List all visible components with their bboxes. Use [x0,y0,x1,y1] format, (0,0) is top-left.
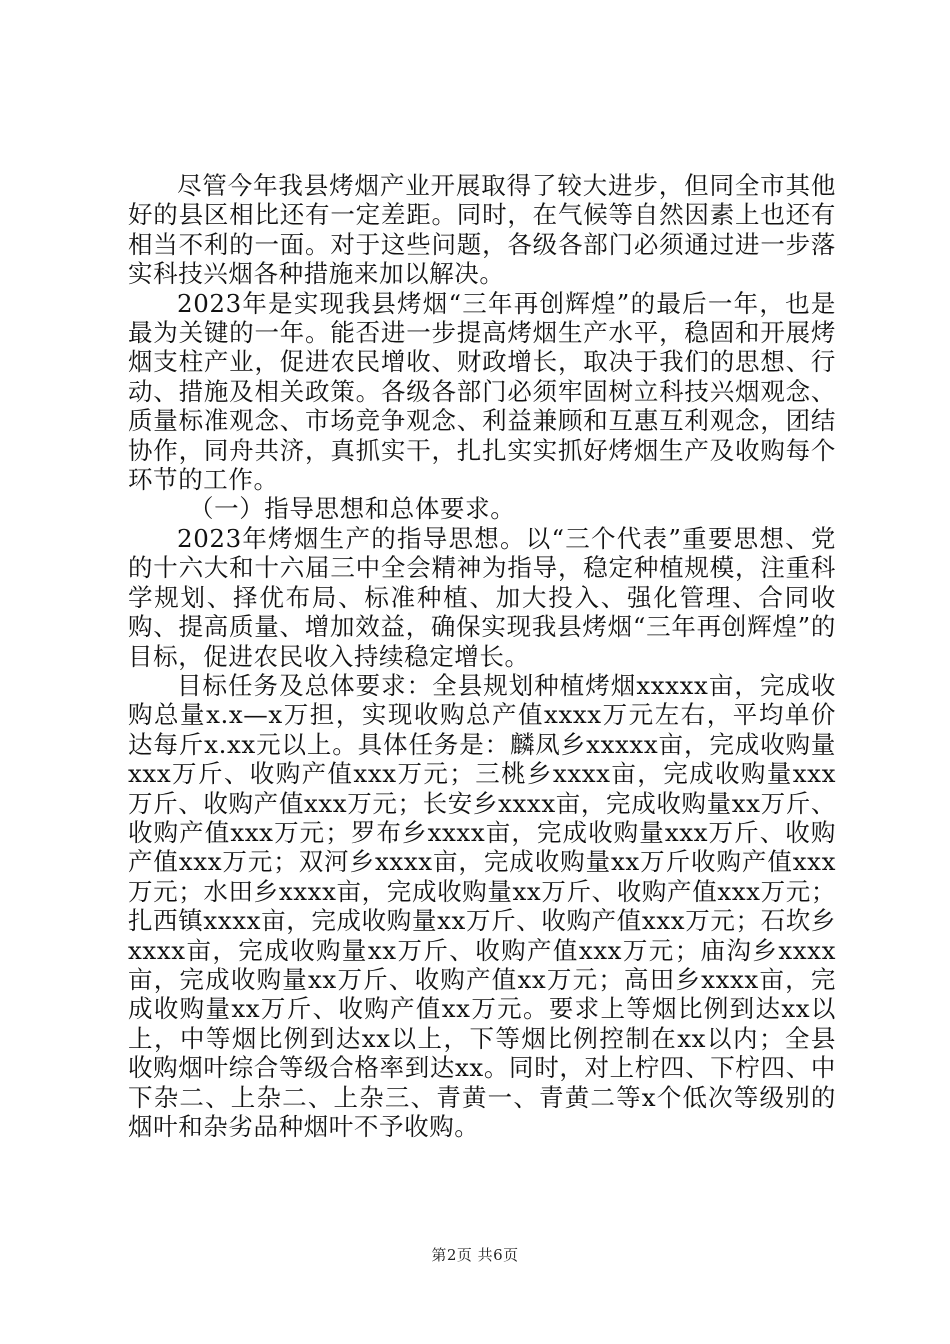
page-number-footer: 第2页 共6页 [431,1246,519,1264]
paragraph: 2023年是实现我县烤烟“三年再创辉煌”的最后一年，也是最为关键的一年。能否进一步提高烤烟生产水平，稳固和开展烤烟支柱产业，促进农民增收、财政增长，取决于我们的思想、行动、措施及相关政策。各级各部门必须牢固树立科技兴烟观念、质量标准观念、市场竞争观念、利益兼顾和互惠互利观念，团结协作，同舟共济，真抓实干，扎扎实实抓好烤烟生产及收购每个环节的工作。 [128,288,836,495]
paragraph: 2023年烤烟生产的指导思想。以“三个代表”重要思想、党的十六大和十六届三中全会精神为指导，稳定种植规模，注重科学规划、择优布局、标准种植、加大投入、强化管理、合同收购、提高质量、增加效益，确保实现我县烤烟“三年再创辉煌”的目标，促进农民收入持续稳定增长。 [128,523,836,671]
paragraph: 尽管今年我县烤烟产业开展取得了较大进步，但同全市其他好的县区相比还有一定差距。同时，在气候等自然因素上也还有相当不利的一面。对于这些问题，各级各部门必须通过进一步落实科技兴烟各种措施来加以解决。 [128,171,836,289]
section-heading: （一）指导思想和总体要求。 [189,494,516,524]
document-body [128,171,836,1141]
paragraph: 目标任务及总体要求：全县规划种植烤烟xxxxx亩，完成收购总量x.x—x万担，实现收购总产值xxxx万元左右，平均单价达每斤x.xx元以上。具体任务是：麟凤乡xxxxx亩，完成收购量xxx万斤、收购产值xxx万元；三桃乡xxxx亩，完成收购量xxx万斤、收购产值xxx万元；长安乡xxxx亩，完成收购量xx万斤、收购产值xxx万元；罗布乡xxxx亩，完成收购量xxx万斤、收购产值xxx万元；双河乡xxxx亩，完成收购量xx万斤收购产值xxx万元；水田乡xxxx亩，完成收购量xx万斤、收购产值xxx万元；扎西镇xxxx亩，完成收购量xx万斤、收购产值xxx万元；石坎乡xxxx亩，完成收购量xx万斤、收购产值xxx万元；庙沟乡xxxx亩，完成收购量xx万斤、收购产值xx万元；高田乡xxxx亩，完成收购量xx万斤、收购产值xx万元。要求上等烟比例到达xx以上，中等烟比例到达xx以上，下等烟比例控制在xx以内；全县收购烟叶综合等级合格率到达xx。同时，对上柠四、下柠四、中下杂二、上杂二、上杂三、青黄一、青黄二等x个低次等级别的烟叶和杂劣品种烟叶不予收购。 [128,670,836,1141]
